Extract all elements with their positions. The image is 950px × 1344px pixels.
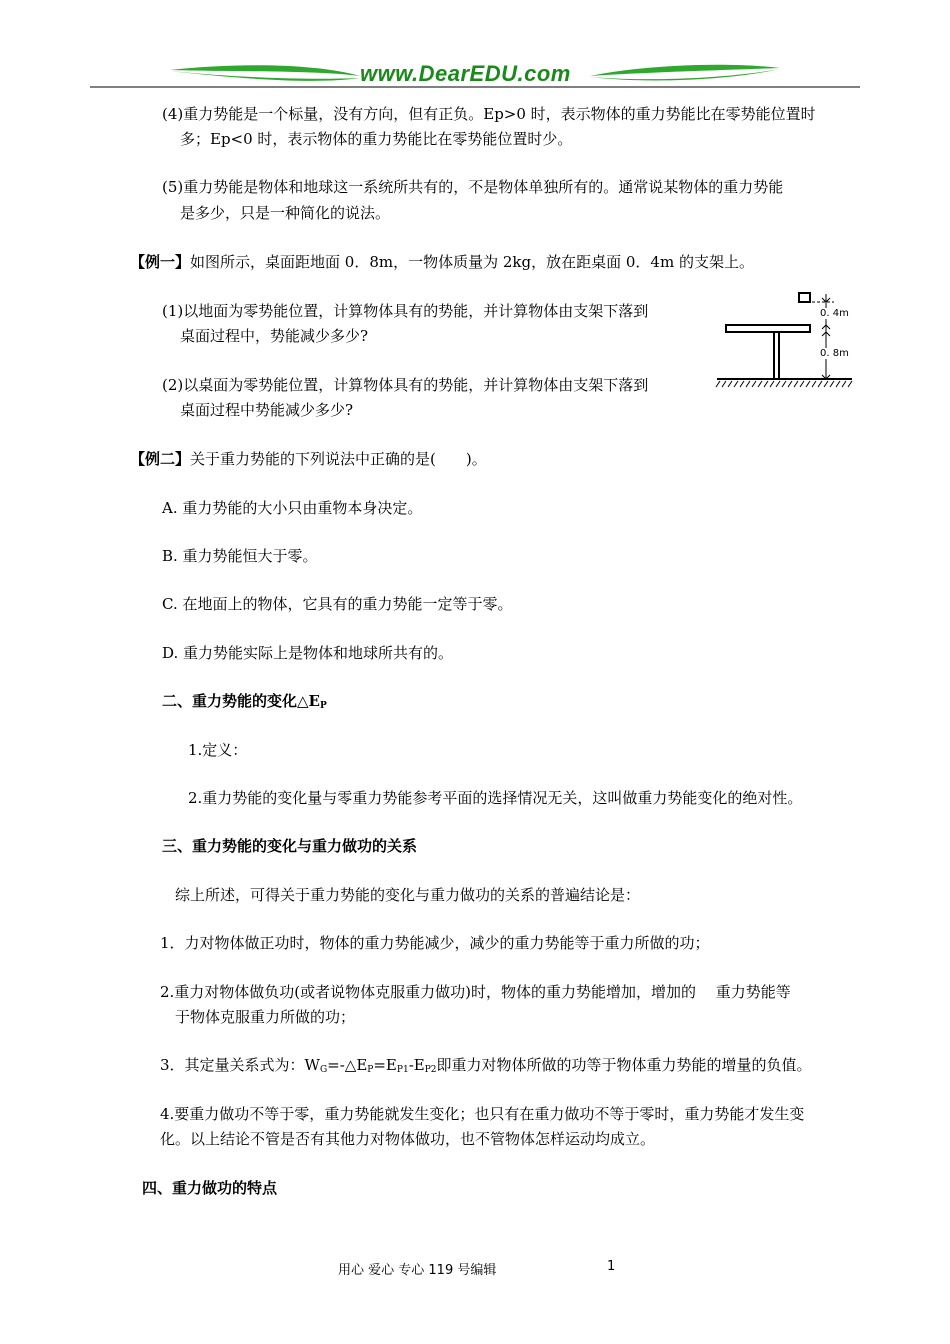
table-top xyxy=(726,325,810,332)
option-c: C. 在地面上的物体，它具有的重力势能一定等于零。 xyxy=(162,595,513,613)
section3-item1: 1．力对物体做正功时，物体的重力势能减少，减少的重力势能等于重力所做的功； xyxy=(160,934,710,952)
section3-item2-line1: 2.重力对物体做负功(或者说物体克服重力做功)时，物体的重力势能增加，增加的 重力势能等 xyxy=(160,983,791,1001)
label-0-8m: 0. 8m xyxy=(820,348,849,359)
section3-item3: 3．其定量关系式为：$W_G=-\triangle E_P=E_{P1}-E_{P2}$即重力对物体所做的功等于物体重力势能的增量的负值。 xyxy=(160,1056,812,1075)
example1-q1-line1: (1)以地面为零势能位置，计算物体具有的势能，并计算物体由支架下落到 xyxy=(162,302,649,320)
logo-text: www.DearEDU.com xyxy=(360,61,571,86)
option-b: B. 重力势能恒大于零。 xyxy=(162,547,318,565)
example2-title: 【例二】 xyxy=(130,450,191,468)
section4-heading: 四、重力做功的特点 xyxy=(142,1179,278,1197)
point-5-line1: (5)重力势能是物体和地球这一系统所共有的，不是物体单独所有的。通常说某物体的重力势能 xyxy=(162,178,784,196)
section3-heading: 三、重力势能的变化与重力做功的关系 xyxy=(162,837,418,855)
option-a: A. 重力势能的大小只由重物本身决定。 xyxy=(162,499,423,517)
label-0-4m: 0. 4m xyxy=(820,308,849,319)
header-logo xyxy=(90,58,860,92)
section2-item1: 1.定义： xyxy=(188,741,248,759)
example1-q2-line2: 桌面过程中势能减少多少? xyxy=(180,401,354,419)
page-number: 1 xyxy=(607,1259,616,1274)
point-4-line2: 多；Ep<0 时，表示物体的重力势能比在零势能位置时少。 xyxy=(180,130,573,148)
section2-heading: 二、重力势能的变化$\triangle E_P$ xyxy=(162,692,327,711)
object-box xyxy=(799,293,810,302)
example1-title: 【例一】 xyxy=(130,253,191,271)
option-d: D. 重力势能实际上是物体和地球所共有的。 xyxy=(162,644,454,662)
section3-item2-line2: 于物体克服重力所做的功； xyxy=(175,1008,356,1026)
example2-text: 关于重力势能的下列说法中正确的是( )。 xyxy=(190,450,487,468)
example1-q1-line2: 桌面过程中，势能减少多少? xyxy=(180,327,369,345)
section3-intro: 综上所述，可得关于重力势能的变化与重力做功的关系的普遍结论是： xyxy=(175,886,641,904)
point-5-line2: 是多少，只是一种简化的说法。 xyxy=(180,204,391,222)
section2-item2: 2.重力势能的变化量与零重力势能参考平面的选择情况无关，这叫做重力势能变化的绝对性。 xyxy=(188,789,803,807)
example1-text: 如图所示，桌面距地面 0．8m，一物体质量为 2kg，放在距桌面 0．4m 的支架上。 xyxy=(190,253,754,271)
section3-item4-line1: 4.要重力做功不等于零，重力势能就发生变化；也只有在重力做功不等于零时，重力势能才发生变 xyxy=(160,1105,805,1123)
section3-item4-line2: 化。以上结论不管是否有其他力对物体做功，也不管物体怎样运动均成立。 xyxy=(160,1130,656,1148)
example1-intro xyxy=(130,249,754,275)
example1-q2-line1: (2)以桌面为零势能位置，计算物体具有的势能，并计算物体由支架下落到 xyxy=(162,376,649,394)
footer-text: 用心 爱心 专心 119 号编辑 xyxy=(338,1263,497,1278)
example2-intro xyxy=(130,446,487,472)
table-figure xyxy=(712,288,858,398)
point-4-line1: (4)重力势能是一个标量，没有方向，但有正负。Ep>0 时，表示物体的重力势能比在零势能位置时 xyxy=(162,105,816,123)
